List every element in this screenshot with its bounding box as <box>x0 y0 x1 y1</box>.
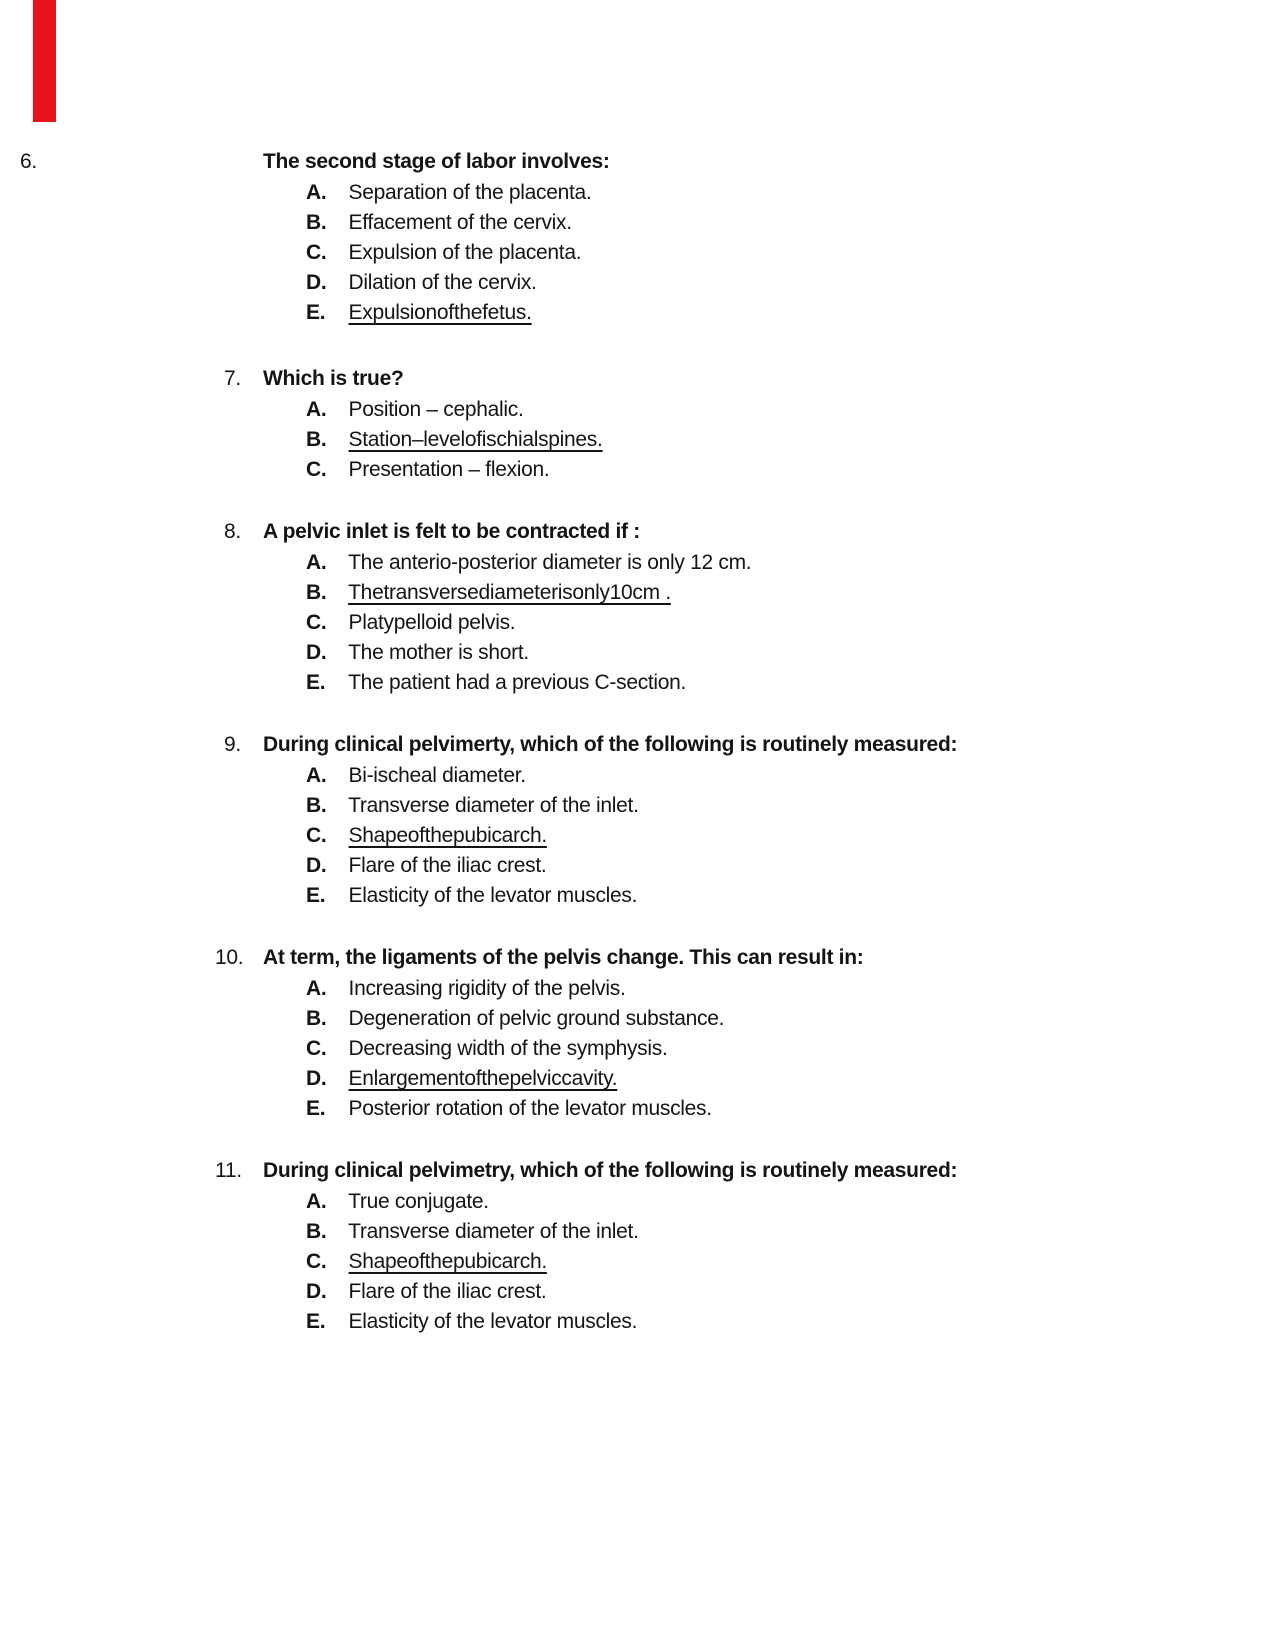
option-text: Posterior rotation of the levator muscles. <box>348 1097 712 1120</box>
option-letter: E. <box>306 884 326 907</box>
option-letter: A. <box>306 551 327 574</box>
option-text: Transverse diameter of the inlet. <box>348 1220 639 1243</box>
option-letter: E. <box>306 1097 326 1120</box>
option-letter: D. <box>306 1280 327 1303</box>
option-row <box>306 824 547 848</box>
option-letter: D. <box>306 854 327 877</box>
question-title: A pelvic inlet is felt to be contracted if : <box>263 520 640 543</box>
option-row <box>306 241 581 265</box>
option-row <box>306 1310 637 1334</box>
option-text: The mother is short. <box>348 641 529 664</box>
option-letter: E. <box>306 671 326 694</box>
option-row <box>306 977 626 1001</box>
option-row <box>306 181 591 205</box>
option-letter: C. <box>306 1250 327 1273</box>
option-row <box>306 1097 712 1121</box>
option-row <box>306 1007 724 1031</box>
question-number: 7. <box>224 367 241 390</box>
red-marker <box>33 0 56 122</box>
option-row <box>306 671 686 695</box>
question-number: 6. <box>20 150 37 173</box>
option-letter: C. <box>306 1037 327 1060</box>
option-text: Position – cephalic. <box>348 398 524 421</box>
question-number: 10. <box>215 946 244 969</box>
option-row <box>306 884 637 908</box>
option-text: Shapeofthepubicarch. <box>348 824 547 847</box>
question-number: 11. <box>215 1159 242 1182</box>
option-letter: D. <box>306 1067 327 1090</box>
option-letter: D. <box>306 271 327 294</box>
option-text: Elasticity of the levator muscles. <box>348 884 638 907</box>
option-text: Shapeofthepubicarch. <box>348 1250 547 1273</box>
option-letter: A. <box>306 398 327 421</box>
option-row <box>306 794 639 818</box>
option-letter: E. <box>306 301 326 324</box>
option-text: True conjugate. <box>348 1190 489 1213</box>
option-row <box>306 1220 639 1244</box>
option-row <box>306 1037 668 1061</box>
option-text: The anterio-posterior diameter is only 12 cm. <box>348 551 752 574</box>
option-text: Station–levelofischialspines. <box>348 428 603 451</box>
option-text: Decreasing width of the symphysis. <box>348 1037 668 1060</box>
option-text: Flare of the iliac crest. <box>348 1280 547 1303</box>
option-row <box>306 764 526 788</box>
option-row <box>306 1280 546 1304</box>
option-row <box>306 611 515 635</box>
option-letter: C. <box>306 611 327 634</box>
option-row <box>306 1190 489 1214</box>
option-text: Bi-ischeal diameter. <box>348 764 526 787</box>
option-letter: B. <box>306 1220 327 1243</box>
question-number: 8. <box>224 520 241 543</box>
option-text: Effacement of the cervix. <box>348 211 572 234</box>
option-text: Separation of the placenta. <box>348 181 592 204</box>
option-text: Presentation – flexion. <box>348 458 550 481</box>
option-row <box>306 271 537 295</box>
option-text: Elasticity of the levator muscles. <box>348 1310 638 1333</box>
option-text: Increasing rigidity of the pelvis. <box>348 977 626 1000</box>
option-letter: A. <box>306 977 327 1000</box>
option-row <box>306 398 524 422</box>
question-number: 9. <box>224 733 241 756</box>
option-row <box>306 581 671 605</box>
question-title: The second stage of labor involves: <box>263 150 610 173</box>
option-letter: B. <box>306 428 327 451</box>
option-text: Flare of the iliac crest. <box>348 854 547 877</box>
option-letter: A. <box>306 1190 327 1213</box>
option-text: The patient had a previous C-section. <box>348 671 687 694</box>
option-letter: C. <box>306 824 327 847</box>
option-letter: B. <box>306 211 327 234</box>
question-title: Which is true? <box>263 367 404 390</box>
option-row <box>306 301 532 325</box>
option-letter: E. <box>306 1310 326 1333</box>
option-letter: B. <box>306 794 327 817</box>
option-row <box>306 458 549 482</box>
question-title: At term, the ligaments of the pelvis change. This can result in: <box>263 946 864 969</box>
option-letter: A. <box>306 764 327 787</box>
option-row <box>306 1250 547 1274</box>
option-letter: D. <box>306 641 327 664</box>
option-row <box>306 211 572 235</box>
option-text: Expulsion of the placenta. <box>348 241 582 264</box>
option-text: Enlargementofthepelviccavity. <box>348 1067 618 1090</box>
option-text: Platypelloid pelvis. <box>348 611 516 634</box>
option-row <box>306 551 751 575</box>
option-row <box>306 854 546 878</box>
option-row <box>306 1067 617 1091</box>
option-text: Degeneration of pelvic ground substance. <box>348 1007 725 1030</box>
option-letter: C. <box>306 458 327 481</box>
option-letter: B. <box>306 1007 327 1030</box>
question-title: During clinical pelvimerty, which of the following is routinely measured: <box>263 733 958 756</box>
question-title: During clinical pelvimetry, which of the following is routinely measured: <box>263 1159 958 1182</box>
option-letter: C. <box>306 241 327 264</box>
option-letter: A. <box>306 181 327 204</box>
option-text: Thetransversediameterisonly10cm . <box>348 581 671 604</box>
option-letter: B. <box>306 581 327 604</box>
option-text: Dilation of the cervix. <box>348 271 537 294</box>
option-row <box>306 641 529 665</box>
option-row <box>306 428 603 452</box>
option-text: Transverse diameter of the inlet. <box>348 794 639 817</box>
option-text: Expulsionofthefetus. <box>348 301 532 324</box>
